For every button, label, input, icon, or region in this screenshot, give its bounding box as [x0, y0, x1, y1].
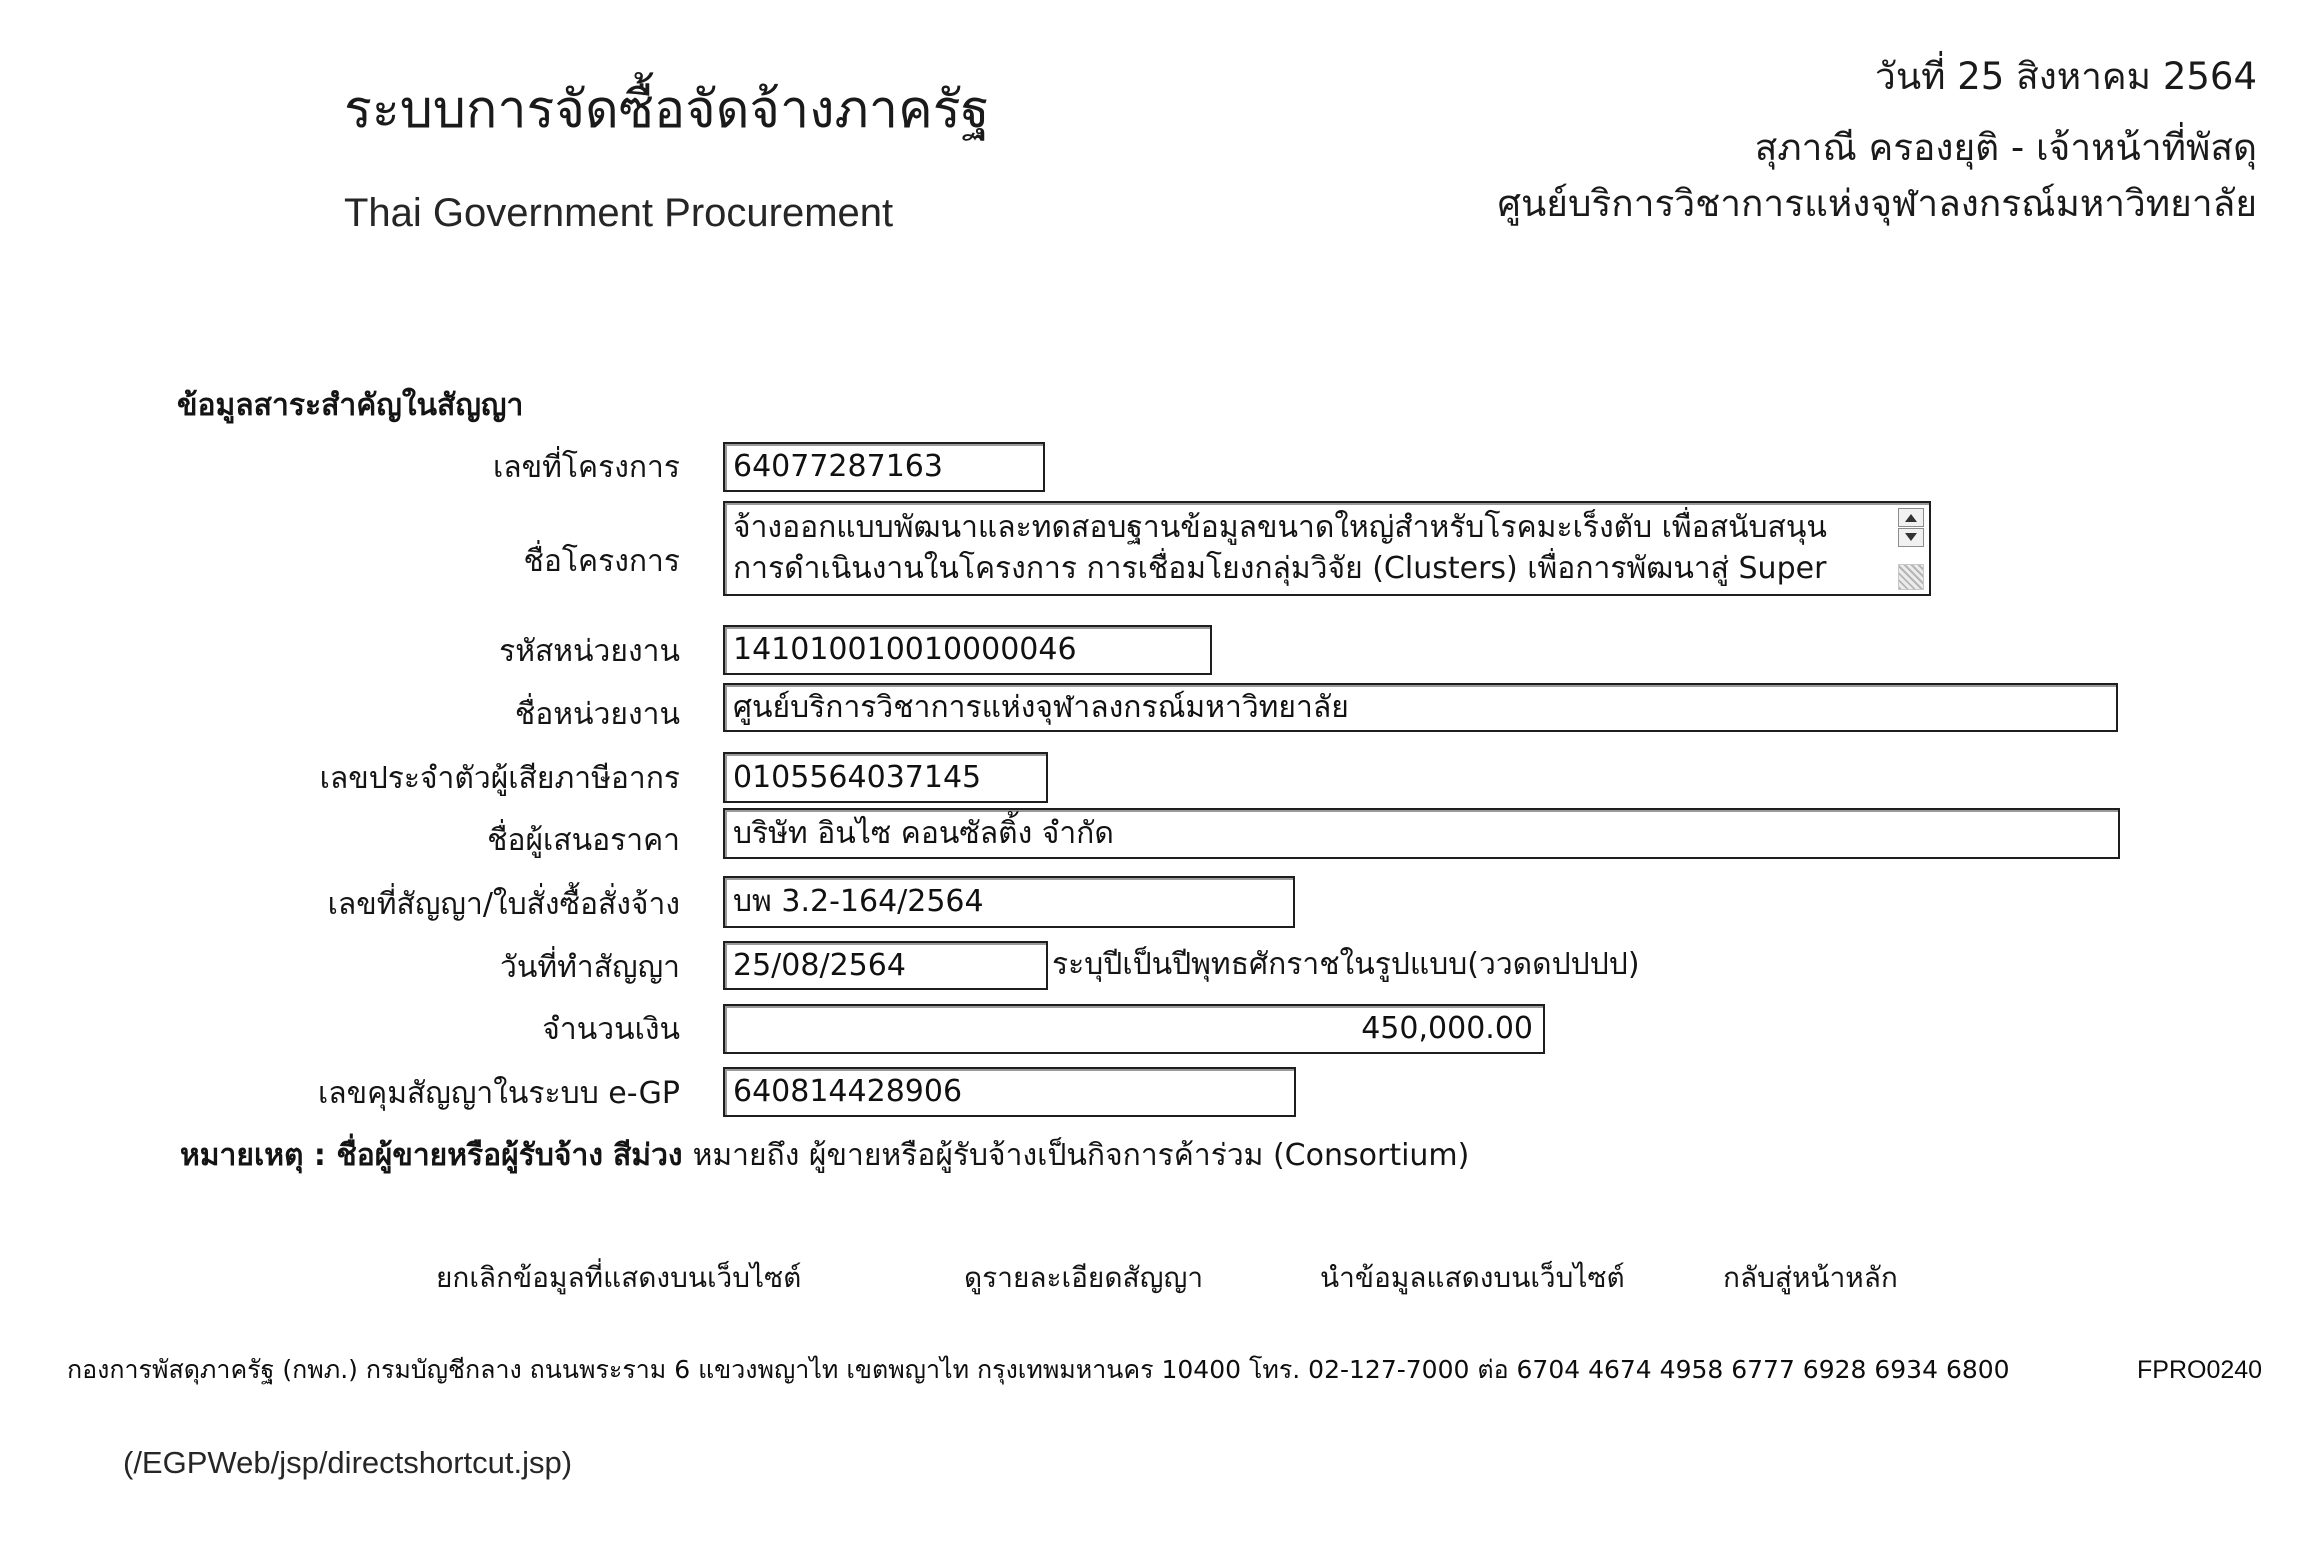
back-to-home-link[interactable]: กลับสู่หน้าหลัก — [1723, 1261, 1898, 1294]
project-name-label: ชื่อโครงการ — [523, 544, 680, 579]
arrow-down-icon — [1905, 533, 1917, 541]
page-url: (/EGPWeb/jsp/directshortcut.jsp) — [123, 1445, 573, 1480]
section-title: ข้อมูลสาระสำคัญในสัญญา — [177, 388, 524, 423]
footer-address: กองการพัสดุภาครัฐ (กพภ.) กรมบัญชีกลาง ถนนพระราม 6 แขวงพญาไท เขตพญาไท กรุงเทพมหานคร 10400 โทร. 02-127-7000 ต่อ 6704 4674 4958 6777 6928 6934 6800 — [67, 1355, 2010, 1384]
project-number-field[interactable]: 64077287163 — [723, 442, 1045, 492]
publish-link[interactable]: นำข้อมูลแสดงบนเว็บไซต์ — [1320, 1261, 1625, 1294]
tax-id-label: เลขประจำตัวผู้เสียภาษีอากร — [319, 761, 680, 796]
egp-control-number-label: เลขคุมสัญญาในระบบ e-GP — [318, 1076, 680, 1111]
view-contract-link[interactable]: ดูรายละเอียดสัญญา — [964, 1261, 1204, 1294]
user-organization: ศูนย์บริการวิชาการแห่งจุฬาลงกรณ์มหาวิทยาลัย — [1497, 182, 2257, 225]
department-name-label: ชื่อหน่วยงาน — [514, 697, 680, 732]
scroll-down-button[interactable] — [1898, 528, 1924, 547]
amount-label: จำนวนเงิน — [542, 1012, 680, 1047]
scroll-up-button[interactable] — [1898, 508, 1924, 527]
department-code-field[interactable]: 141010010010000046 — [723, 625, 1212, 675]
project-name-textarea[interactable] — [723, 501, 1931, 596]
page-code: FPRO0240 — [2137, 1356, 2263, 1384]
project-number-label: เลขที่โครงการ — [493, 450, 680, 485]
remark-suffix: หมายถึง ผู้ขายหรือผู้รับจ้างเป็นกิจการค้าร่วม (Consortium) — [692, 1138, 1470, 1173]
project-name-line-1: จ้างออกแบบพัฒนาและทดสอบฐานข้อมูลขนาดใหญ่สำหรับโรคมะเร็งตับ เพื่อสนับสนุน — [733, 510, 1827, 545]
contract-date-label: วันที่ทำสัญญา — [499, 950, 680, 985]
remark-prefix: หมายเหตุ : ชื่อผู้ขายหรือผู้รับจ้าง — [180, 1138, 603, 1173]
egp-control-number-field[interactable]: 640814428906 — [723, 1067, 1296, 1117]
contract-date-field[interactable]: 25/08/2564 — [723, 941, 1048, 990]
current-date: วันที่ 25 สิงหาคม 2564 — [1875, 55, 2257, 98]
bidder-name-field[interactable]: บริษัท อินไซ คอนซัลติ้ง จำกัด — [723, 808, 2120, 859]
department-code-label: รหัสหน่วยงาน — [499, 634, 680, 669]
contract-date-format-hint: ระบุปีเป็นปีพุทธศักราชในรูปแบบ(ววดดปปปป) — [1052, 947, 1640, 982]
app-title-english: Thai Government Procurement — [344, 191, 894, 235]
department-name-field[interactable]: ศูนย์บริการวิชาการแห่งจุฬาลงกรณ์มหาวิทยาลัย — [723, 683, 2118, 732]
contract-number-label: เลขที่สัญญา/ใบสั่งซื้อสั่งจ้าง — [327, 887, 680, 922]
user-name: สุภาณี ครองยุติ - เจ้าหน้าที่พัสดุ — [1754, 126, 2257, 169]
project-name-line-2: การดำเนินงานในโครงการ การเชื่อมโยงกลุ่มวิจัย (Clusters) เพื่อการพัฒนาสู่ Super — [733, 551, 1827, 586]
remark-note — [180, 1134, 1469, 1178]
amount-field[interactable]: 450,000.00 — [723, 1004, 1545, 1054]
contract-number-field[interactable]: บพ 3.2-164/2564 — [723, 876, 1295, 928]
tax-id-field[interactable]: 0105564037145 — [723, 752, 1048, 803]
app-title-thai: ระบบการจัดซื้อจัดจ้างภาครัฐ — [344, 80, 990, 140]
bidder-name-label: ชื่อผู้เสนอราคา — [487, 823, 680, 858]
resize-grip-icon[interactable] — [1898, 564, 1924, 590]
cancel-publish-link[interactable]: ยกเลิกข้อมูลที่แสดงบนเว็บไซต์ — [436, 1261, 802, 1294]
arrow-up-icon — [1905, 514, 1917, 522]
remark-color-highlight: สีม่วง — [612, 1138, 683, 1173]
